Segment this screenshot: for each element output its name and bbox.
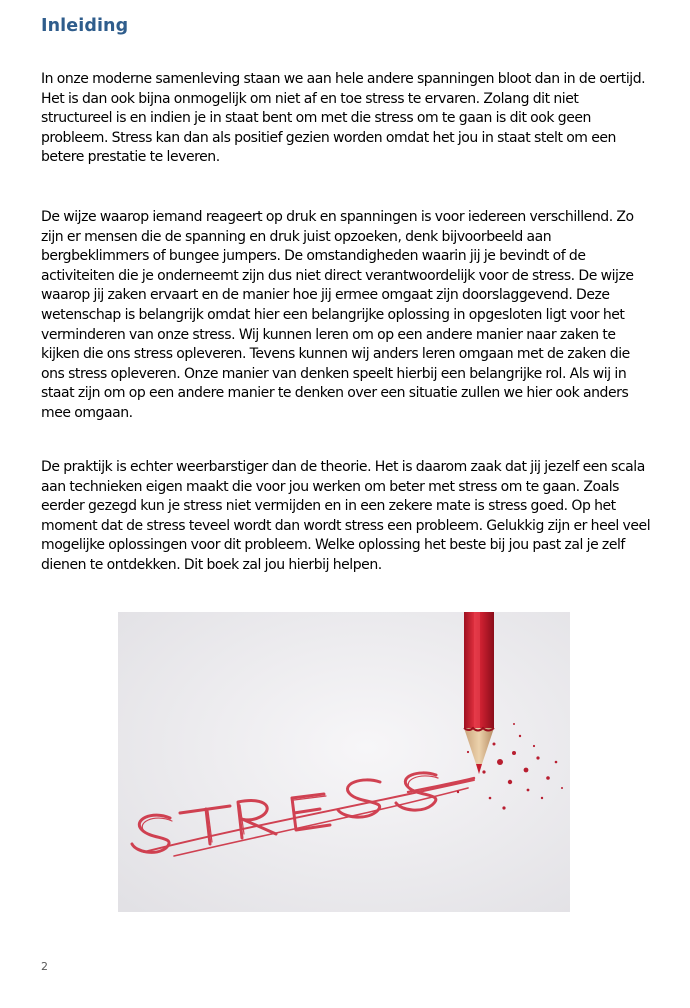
stress-pencil-photo (118, 612, 570, 912)
stress-pencil-illustration (118, 612, 570, 912)
paragraph-reaction: De wijze waarop iemand reageert op druk en spanningen is voor iedereen verschillend. Zo zijn er mensen die de spanning en druk juist opzoeken, denk bijvoorbeeld aan bergbeklimmers of bungee jumpers. De omstandigheden waarin jij je bevindt of de activiteiten die je onderneemt zijn dus niet direct verantwoordelijk voor de stress. De wijze waarop jij zaken ervaart en de manier hoe jij ermee omgaat zijn doorslaggevend. Deze wetenschap is belangrijk omdat hier een belangrijke oplossing in opgesloten ligt voor het verminderen van onze stress. Wij kunnen leren om op een andere manier naar zaken te kijken die ons stress opleveren. Tevens kunnen wij anders leren omgaan met de zaken die ons stress opleveren. Onze manier van denken speelt hierbij een belangrijke rol. Als wij in staat zijn om op een andere manier te denken over een situatie zullen we hier ook anders mee omgaan. (41, 209, 634, 421)
paragraph-practice: De praktijk is echter weerbarstiger dan de theorie. Het is daarom zaak dat jij jezelf een scala aan technieken eigen maakt die voor jou werken om beter met stress om te gaan. Zoals eerder gezegd kun je stress niet vermijden en in een zekere mate is stress goed. Op het moment dat de stress teveel wordt dan wordt stress een probleem. Gelukkig zijn er heel veel mogelijke oplossingen voor dit probleem. Welke oplossing het beste bij jou past zal je zelf dienen te ontdekken. Dit boek zal jou hierbij helpen. (41, 459, 651, 573)
page-number: 2 (41, 960, 48, 973)
paragraph-intro: In onze moderne samenleving staan we aan hele andere spanningen bloot dan in de oertijd. Het is dan ook bijna onmogelijk om niet af en toe stress te ervaren. Zolang dit niet structureel is en indien je in staat bent om met die stress om te gaan is dit ook geen probleem. Stress kan dan als positief gezien worden omdat het jou in staat stelt om een betere prestatie te leveren. (41, 71, 646, 166)
page-title: Inleiding (41, 16, 129, 36)
